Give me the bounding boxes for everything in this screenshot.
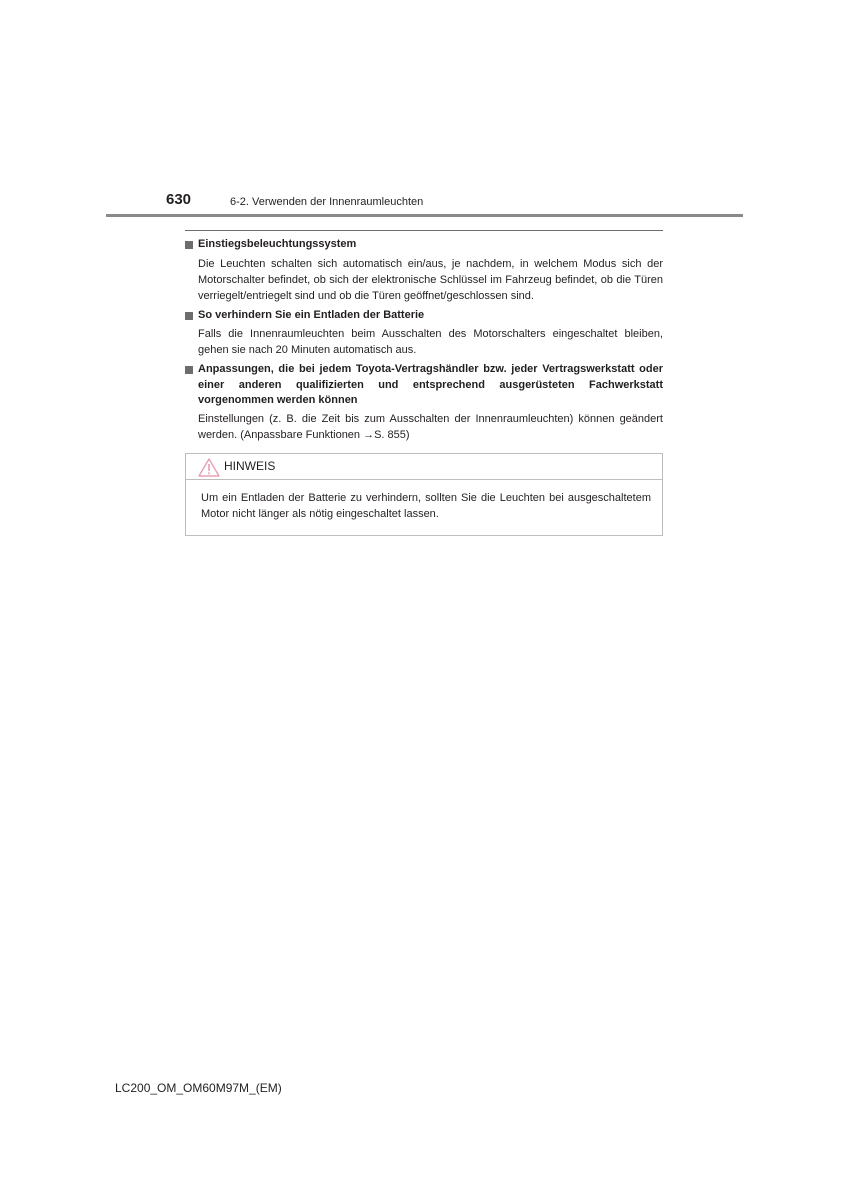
section-battery-discharge [185, 308, 663, 359]
notice-header [186, 454, 662, 480]
square-bullet-icon [185, 241, 193, 249]
notice-title: HINWEIS [224, 459, 276, 473]
notice-box [185, 453, 663, 536]
section-heading-text: Einstiegsbeleuchtungssystem [198, 238, 357, 250]
section-heading [185, 237, 663, 253]
square-bullet-icon [185, 312, 193, 320]
section-body: Einstellungen (z. B. die Zeit bis zum Ausschalten der Innenraumleuchten) können geändert werden. (Anpassbare Funktionen →S. 855) [198, 412, 663, 441]
page-number: 630 [166, 191, 192, 208]
section-body: Die Leuchten schalten sich automatisch ein/aus, je nachdem, in welchem Modus sich der Motorschalter befindet, ob sich der elektronische Schlüssel im Fahrzeug befindet, ob die Türen verriegelt/entriegelt sind und ob die Türen geöffnet/geschlossen sind. [198, 257, 663, 302]
section-heading-text: Anpassungen, die bei jedem Toyota-Vertragshändler bzw. jeder Vertragswerkstatt oder einer anderen qualifizierten und entsprechend ausgerüsteten Fachwerkstatt vorgenommen werden können [198, 363, 663, 406]
warning-triangle-icon [198, 458, 220, 477]
section-title: 6-2. Verwenden der Innenraumleuchten [230, 196, 424, 208]
content-rule [185, 230, 663, 231]
content [185, 237, 663, 443]
section-heading [185, 308, 663, 324]
notice-body: Um ein Entladen der Batterie zu verhindern, sollten Sie die Leuchten bei ausgeschaltetem Motor nicht länger als nötig eingeschaltet lassen. [201, 492, 651, 520]
document-code: LC200_OM_OM60M97M_(EM) [115, 1081, 282, 1095]
section-entry-lighting [185, 237, 663, 304]
section-customization [185, 362, 663, 443]
section-heading [185, 362, 663, 409]
section-body: Falls die Innenraumleuchten beim Ausschalten des Motorschalters eingeschaltet bleiben, gehen sie nach 20 Minuten automatisch aus. [198, 328, 663, 356]
section-heading-text: So verhindern Sie ein Entladen der Batterie [198, 308, 425, 321]
square-bullet-icon [185, 366, 193, 374]
header-rule [106, 214, 743, 217]
